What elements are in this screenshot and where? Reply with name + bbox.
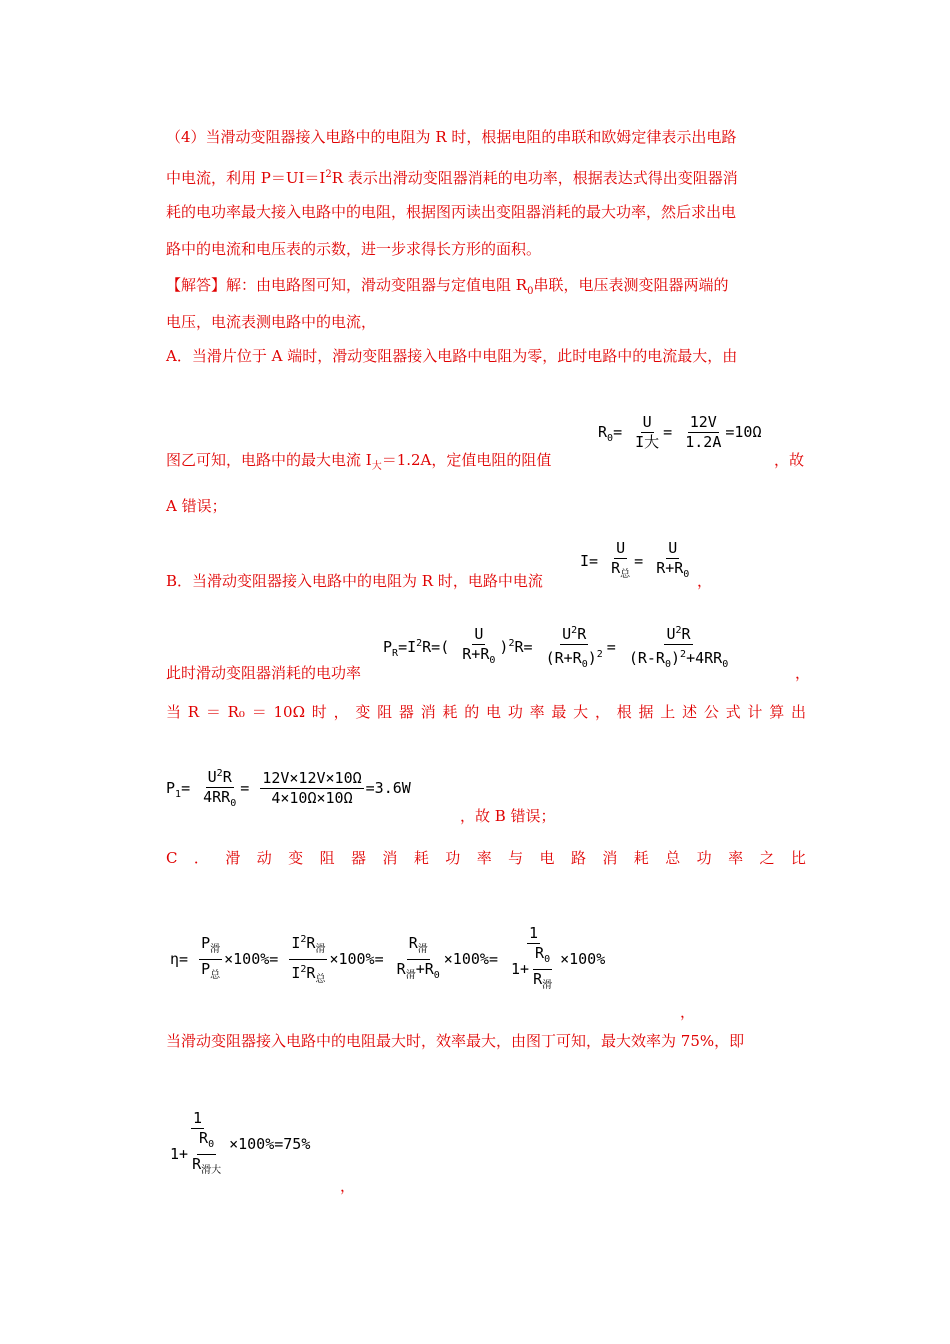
subscript: 0: [722, 659, 729, 670]
denominator: [201, 788, 238, 812]
justified-char: 大: [573, 703, 589, 721]
symbol: P: [201, 960, 211, 978]
numerator: [407, 935, 430, 960]
option-c-line-2: [166, 1031, 744, 1051]
symbol: R+R: [462, 645, 490, 663]
justified-char: 功: [696, 849, 712, 867]
subscript: 滑: [542, 980, 553, 991]
superscript: 2: [675, 625, 682, 636]
symbol: =: [606, 638, 616, 656]
subscript: R: [392, 648, 399, 659]
option-c-comma: [680, 1002, 695, 1022]
symbol: R: [306, 964, 316, 982]
symbol: U: [207, 768, 217, 786]
justified-char: 述: [682, 703, 698, 721]
text: 串联，电压表测变阻器两端的: [533, 276, 729, 294]
symbol: I: [291, 964, 301, 982]
justified-char: ，: [333, 703, 349, 721]
denominator: [654, 559, 691, 583]
text: 耗的电功率最大接入电路中的电阻，根据图丙读出变阻器消耗的最大功率，然后求出电: [166, 203, 737, 221]
symbol: 4RR: [203, 788, 231, 806]
fraction: [544, 622, 605, 673]
subscript: 0: [208, 1139, 215, 1150]
symbol: ×100%: [443, 950, 489, 968]
subscript: 0: [683, 569, 690, 580]
subscript: 滑: [405, 970, 416, 981]
superscript: 2: [300, 964, 307, 975]
symbol: R: [222, 768, 232, 786]
text: 解：由电路图可知，滑动变阻器与定值电阻 R: [226, 276, 528, 294]
symbol: R: [577, 625, 587, 643]
subscript: 0: [230, 798, 237, 809]
text: 中电流，利用 P＝UI＝I: [166, 169, 326, 187]
fraction: [199, 935, 222, 984]
symbol: I=: [580, 552, 599, 570]
justified-char: 与: [508, 849, 524, 867]
justified-char: ＝: [205, 703, 221, 721]
option-b-l2-tail: [795, 663, 810, 683]
denominator: [544, 645, 605, 673]
symbol: ×100%: [329, 950, 375, 968]
denominator: 4×10Ω×10Ω: [271, 789, 353, 807]
symbol: I: [291, 934, 301, 952]
numerator: U: [668, 539, 678, 557]
text: ，故: [774, 451, 805, 469]
fraction: [289, 931, 327, 988]
numerator: [206, 765, 234, 788]
symbol: =: [663, 423, 673, 441]
symbol: =: [613, 423, 623, 441]
justified-char: 出: [790, 703, 806, 721]
symbol: +R: [415, 960, 434, 978]
justified-char: 耗: [633, 849, 649, 867]
answer-tag: 【解答】: [166, 276, 227, 294]
text: R 表示出滑动变阻器消耗的电功率，根据表达式得出变阻器消: [331, 169, 738, 187]
justified-char: 功: [445, 849, 461, 867]
justified-char: 之: [759, 849, 775, 867]
numerator: [533, 945, 552, 970]
symbol: U: [666, 625, 676, 643]
justified-char: 耗: [442, 703, 458, 721]
text: ，: [340, 1177, 356, 1195]
symbol: =I: [398, 638, 417, 656]
justified-char: 算: [769, 703, 785, 721]
subscript: 滑: [210, 944, 221, 955]
subscript: 0: [489, 655, 496, 666]
subscript: 总: [620, 569, 631, 580]
justified-char: 率: [529, 703, 545, 721]
justified-char: 滑: [225, 849, 241, 867]
numerator: [199, 935, 222, 960]
denominator: 1.2A: [685, 433, 722, 451]
justified-char: 阻: [319, 849, 335, 867]
symbol: =: [488, 950, 498, 968]
denominator: [531, 970, 554, 994]
text: 此时滑动变阻器消耗的电功率: [166, 664, 362, 682]
justified-char: 总: [665, 849, 681, 867]
symbol: =: [269, 950, 279, 968]
justified-char: 消: [420, 703, 436, 721]
denominator: [395, 960, 442, 984]
superscript: 2: [596, 649, 603, 660]
justified-char: 率: [476, 849, 492, 867]
justified-char: R: [187, 703, 200, 721]
justified-char: 功: [507, 703, 523, 721]
justified-char: 变: [355, 703, 371, 721]
symbol: (R-R: [628, 649, 665, 667]
superscript: 2: [508, 638, 515, 649]
subscript: 0: [581, 659, 588, 670]
result: =10Ω: [725, 423, 762, 441]
justified-char: 时: [311, 703, 327, 721]
final-comma: [340, 1176, 355, 1196]
justified-char: 电: [486, 703, 502, 721]
symbol: =: [240, 779, 250, 797]
numerator: 1: [529, 924, 539, 942]
fraction: [395, 935, 442, 984]
symbol: +4RR: [686, 649, 723, 667]
symbol: 1+: [511, 960, 530, 978]
option-a-tail: [774, 450, 804, 470]
subscript: 0: [607, 433, 614, 444]
option-b-l1-tail: [697, 571, 712, 591]
option-c-line-1: [166, 848, 806, 868]
text: 路中的电流和电压表的示数，进一步求得长方形的面积。: [166, 240, 542, 258]
answer-line-2: [166, 312, 376, 332]
superscript: 2: [416, 638, 423, 649]
symbol: R: [306, 934, 316, 952]
numerator: U: [642, 413, 652, 431]
superscript: 2: [325, 169, 332, 180]
numerator: 12V: [689, 413, 717, 431]
subscript: 0: [544, 954, 551, 965]
symbol: P: [166, 779, 176, 797]
justified-char: 的: [464, 703, 480, 721]
subscript: 大: [371, 461, 382, 472]
justified-char: 电: [539, 849, 555, 867]
text: 当滑动变阻器接入电路中的电阻最大时，效率最大，由图丁可知，最大效率为 75%，即: [166, 1032, 745, 1050]
text: ＝1.2A，定值电阻的阻值: [381, 451, 552, 469]
nested-fraction: [190, 1130, 223, 1179]
numerator: U: [474, 625, 484, 643]
symbol: =: [181, 779, 191, 797]
option-a-line-1: [166, 346, 737, 366]
symbol: R+R: [656, 559, 684, 577]
denominator: [289, 960, 327, 988]
subscript: 0: [527, 286, 534, 297]
fraction: [260, 770, 363, 807]
symbol: I: [635, 433, 645, 451]
subscript: 滑大: [201, 1165, 222, 1176]
denominator: [627, 645, 730, 673]
justified-char: 比: [790, 849, 806, 867]
result: =3.6W: [365, 779, 411, 797]
denominator: [509, 944, 558, 994]
fraction: [654, 540, 691, 583]
fraction: [201, 765, 238, 812]
denominator: [633, 433, 661, 451]
symbol: R: [396, 960, 406, 978]
option-a-line-3: [166, 496, 227, 516]
justified-char: 上: [660, 703, 676, 721]
subscript: 0: [664, 659, 671, 670]
formula-r0: [598, 414, 761, 451]
option-b-line-4: [460, 806, 556, 826]
justified-char: ＝: [251, 703, 267, 721]
fraction: [683, 414, 723, 451]
option-b-line-2: [166, 663, 361, 683]
symbol: R: [199, 1129, 209, 1147]
justified-char: 器: [351, 849, 367, 867]
justified-char: 消: [382, 849, 398, 867]
subscript: 大: [644, 433, 660, 451]
justified-char: ，: [594, 703, 610, 721]
justified-char: 阻: [377, 703, 393, 721]
numerator: [560, 622, 588, 645]
symbol: R: [598, 423, 608, 441]
numerator: 12V×12V×10Ω: [262, 769, 362, 787]
justified-char: 器: [398, 703, 414, 721]
text: ，: [795, 664, 811, 682]
option-b-line-3: [166, 702, 806, 722]
denominator: [199, 960, 222, 984]
justified-char: R₀: [227, 703, 245, 721]
symbol: R: [408, 934, 418, 952]
denominator: [609, 559, 632, 583]
justified-char: 当: [166, 703, 182, 721]
numerator: [197, 1130, 216, 1155]
superscript: 2: [680, 649, 687, 660]
text: A 错误；: [166, 497, 227, 515]
symbol: R: [611, 559, 621, 577]
numerator: U: [616, 539, 626, 557]
text: （4）当滑动变阻器接入电路中的电阻为 R 时，根据电阻的串联和欧姆定律表示出电路: [166, 128, 737, 146]
symbol: R: [533, 970, 543, 988]
option-a-line-2: [166, 450, 551, 477]
nested-fraction: [531, 945, 554, 994]
numerator: 1: [193, 1109, 203, 1127]
subscript: 滑: [315, 944, 326, 955]
denominator: [168, 1129, 227, 1179]
superscript: 2: [571, 625, 578, 636]
text: ，故 B 错误；: [460, 807, 556, 825]
justified-char: 公: [703, 703, 719, 721]
fraction: [168, 1110, 227, 1179]
justified-char: 式: [725, 703, 741, 721]
option-b-line-1: [166, 571, 543, 591]
analysis-line-1: [166, 127, 736, 147]
justified-char: 10Ω: [273, 703, 306, 721]
fraction: [627, 622, 730, 673]
symbol: =: [374, 950, 384, 968]
justified-char: 根: [616, 703, 632, 721]
subscript: 1: [175, 789, 182, 800]
symbol: ): [499, 638, 509, 656]
result: ×100%=75%: [229, 1135, 311, 1153]
justified-char: C: [166, 849, 178, 867]
justified-char: 最: [551, 703, 567, 721]
denominator: [460, 645, 497, 669]
symbol: 1+: [170, 1145, 189, 1163]
symbol: η: [170, 950, 180, 968]
analysis-line-3: [166, 202, 736, 222]
subscript: 滑: [417, 944, 428, 955]
symbol: =: [179, 950, 189, 968]
formula-current: [580, 540, 693, 583]
symbol: ×100%: [560, 950, 606, 968]
subscript: 0: [433, 970, 440, 981]
text: ，: [680, 1003, 696, 1021]
superscript: 2: [216, 768, 223, 779]
denominator: [190, 1155, 223, 1179]
analysis-line-4: [166, 239, 541, 259]
justified-char: 变: [288, 849, 304, 867]
text: 图乙可知，电路中的最大电流 I: [166, 451, 372, 469]
symbol: R: [681, 625, 691, 643]
justified-char: 率: [728, 849, 744, 867]
symbol: P: [201, 934, 211, 952]
fraction: [460, 626, 497, 669]
justified-char: 据: [638, 703, 654, 721]
subscript: 总: [210, 970, 221, 981]
justified-char: 动: [256, 849, 272, 867]
fraction: [633, 414, 661, 451]
subscript: 总: [315, 974, 326, 985]
symbol: R: [535, 944, 545, 962]
symbol: ×100%: [224, 950, 270, 968]
justified-char: ．: [193, 849, 209, 867]
formula-efficiency: [170, 925, 605, 994]
symbol: ): [671, 649, 681, 667]
text: A．当滑片位于 A 端时，滑动变阻器接入电路中电阻为零，此时电路中的电流最大，由: [166, 347, 738, 365]
numerator: [289, 931, 327, 960]
superscript: 2: [300, 934, 307, 945]
fraction: [509, 925, 558, 994]
numerator: [664, 622, 692, 645]
symbol: R=(: [422, 638, 450, 656]
justified-char: 路: [570, 849, 586, 867]
fraction: [609, 540, 632, 583]
formula-max-efficiency: [166, 1110, 310, 1179]
justified-char: 计: [747, 703, 763, 721]
symbol: P: [383, 638, 393, 656]
formula-power: [383, 622, 732, 673]
formula-p1: [166, 765, 411, 812]
text: ，: [697, 572, 713, 590]
symbol: U: [562, 625, 572, 643]
symbol: (R+R: [545, 649, 582, 667]
symbol: ): [587, 649, 597, 667]
symbol: =: [634, 552, 644, 570]
justified-char: 消: [602, 849, 618, 867]
text: B．当滑动变阻器接入电路中的电阻为 R 时，电路中电流: [166, 572, 543, 590]
answer-line-1: [166, 275, 728, 302]
justified-char: 耗: [413, 849, 429, 867]
text: 电压，电流表测电路中的电流，: [166, 313, 377, 331]
symbol: R=: [514, 638, 533, 656]
symbol: R: [192, 1155, 202, 1173]
analysis-line-2: [166, 165, 738, 188]
